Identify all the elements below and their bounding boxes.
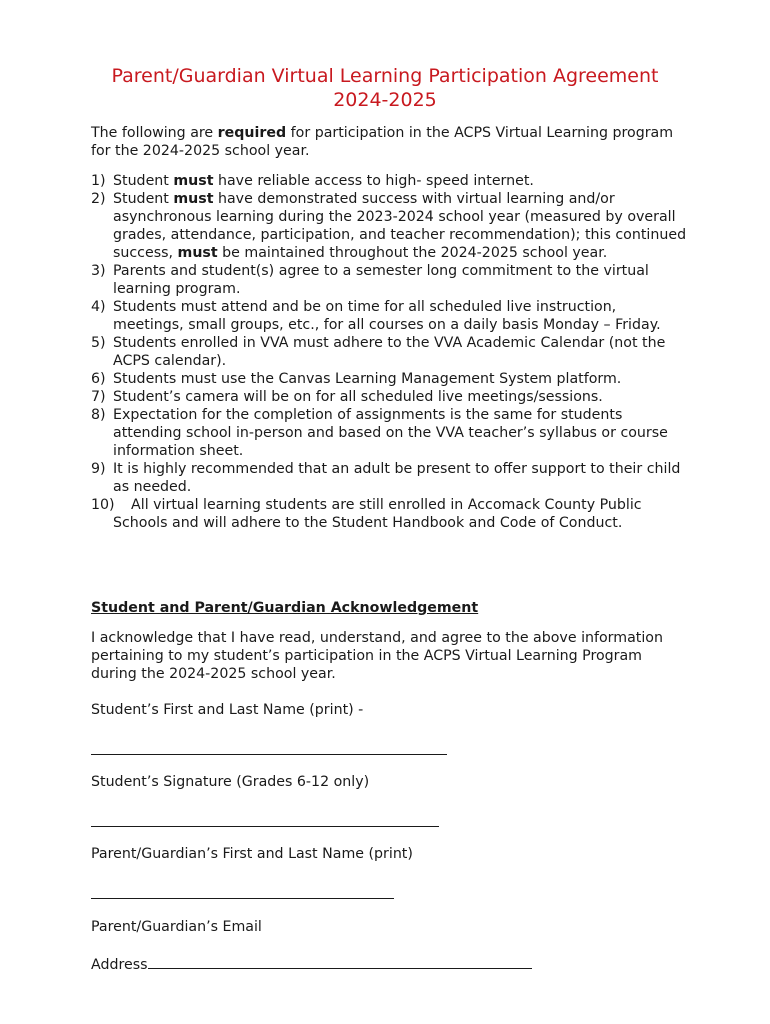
parent-name-label: Parent/Guardian’s First and Last Name (print): [91, 846, 413, 862]
acknowledgement-text: I acknowledge that I have read, understand, and agree to the above information pertaining to my student’s participation in the ACPS Virtual Learning Program during the 2024-2025 school year.: [91, 630, 663, 682]
requirement-text: Student: [113, 173, 174, 189]
intro-before: The following are: [91, 125, 218, 141]
requirement-item: [91, 334, 691, 370]
document-title: [0, 64, 770, 112]
student-name-line[interactable]: [91, 754, 447, 755]
address-line[interactable]: [148, 954, 532, 969]
requirement-number: 10): [91, 497, 115, 513]
requirement-number: 6): [91, 371, 106, 387]
requirement-number: 5): [91, 335, 106, 351]
requirement-text: Students must attend and be on time for all scheduled live instruction, meetings, small groups, etc., for all courses on a daily basis Monday – Friday.: [113, 299, 661, 333]
requirement-emphasis: must: [173, 191, 214, 207]
requirement-text: have reliable access to high- speed internet.: [213, 173, 534, 189]
requirement-number: 2): [91, 191, 106, 207]
requirement-text: Students enrolled in VVA must adhere to the VVA Academic Calendar (not the ACPS calendar).: [113, 335, 666, 369]
requirement-text: Students must use the Canvas Learning Management System platform.: [113, 371, 622, 387]
requirement-text: Student’s camera will be on for all scheduled live meetings/sessions.: [113, 389, 603, 405]
requirement-number: 1): [91, 173, 106, 189]
requirement-item: [91, 190, 691, 262]
requirement-item: [91, 406, 691, 460]
student-signature-line[interactable]: [91, 826, 439, 827]
requirement-item: [91, 370, 691, 388]
intro-after: for participation in the ACPS Virtual Learning program for the 2024-2025 school year.: [91, 125, 674, 159]
title-line-2: 2024-2025: [333, 89, 437, 111]
intro-required: required: [217, 125, 287, 141]
student-name-label: Student’s First and Last Name (print) -: [91, 702, 364, 718]
requirement-text: All virtual learning students are still enrolled in Accomack County Public Schools and will adhere to the Student Handbook and Code of Conduct.: [113, 497, 647, 531]
requirement-item: [91, 262, 691, 298]
requirement-number: 9): [91, 461, 106, 477]
requirement-item: [91, 298, 691, 334]
requirement-text: Student: [113, 191, 174, 207]
title-line-1: Parent/Guardian Virtual Learning Participation Agreement: [111, 65, 659, 87]
requirement-item: [91, 496, 691, 532]
requirement-item: [91, 460, 691, 496]
requirement-text: be maintained throughout the 2024-2025 school year.: [217, 245, 608, 261]
address-label: Address: [91, 957, 148, 973]
requirement-text: Expectation for the completion of assignments is the same for students attending school in-person and based on the VVA teacher’s syllabus or course information sheet.: [113, 407, 668, 459]
requirement-number: 3): [91, 263, 106, 279]
requirement-text: It is highly recommended that an adult be present to offer support to their child as needed.: [113, 461, 681, 495]
requirement-number: 7): [91, 389, 106, 405]
requirement-number: 8): [91, 407, 106, 423]
address-field: [91, 954, 532, 974]
requirement-emphasis: must: [173, 173, 214, 189]
acknowledgement-heading: Student and Parent/Guardian Acknowledgement: [91, 600, 479, 616]
requirement-text: have demonstrated success with virtual learning and/or asynchronous learning during the 2023-2024 school year (measured by overall grades, attendance, participation, and teacher recommendation); this continued success,: [113, 191, 687, 261]
parent-email-label: Parent/Guardian’s Email: [91, 919, 262, 935]
requirement-number: 4): [91, 299, 106, 315]
requirement-item: [91, 172, 691, 190]
requirement-item: [91, 388, 691, 406]
intro-paragraph: [91, 124, 691, 160]
requirements-list: [91, 172, 691, 532]
parent-name-line[interactable]: [91, 898, 394, 899]
student-signature-label: Student’s Signature (Grades 6-12 only): [91, 774, 370, 790]
requirement-text: Parents and student(s) agree to a semester long commitment to the virtual learning program.: [113, 263, 649, 297]
requirement-emphasis: must: [177, 245, 218, 261]
